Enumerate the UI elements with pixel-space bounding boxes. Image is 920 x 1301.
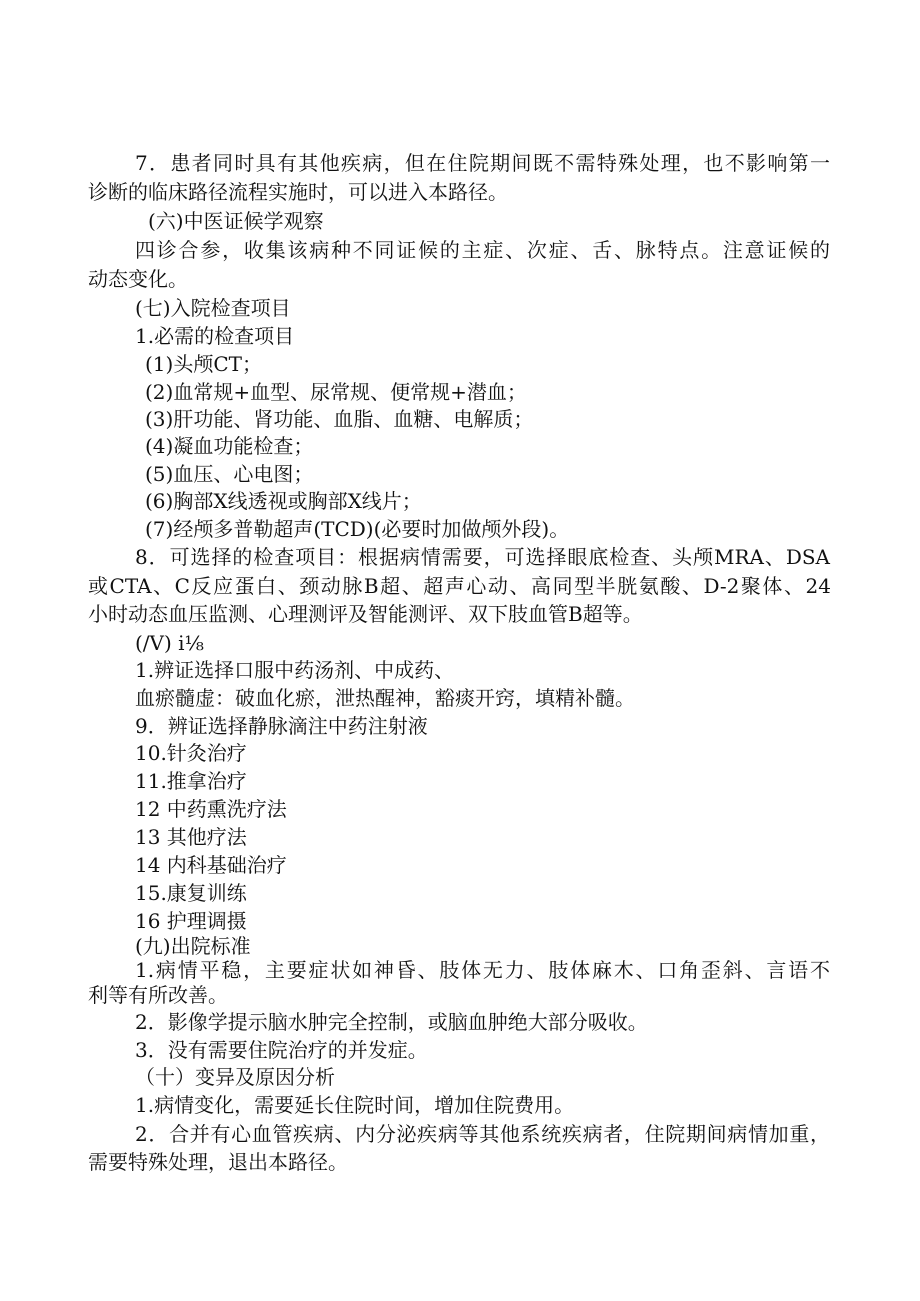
list-item: 1.病情变化，需要延长住院时间，增加住院费用。	[135, 1093, 575, 1117]
list-item: 14 内科基础治疗	[135, 853, 287, 877]
section-heading: (七)入院检查项目	[135, 296, 291, 320]
list-item: 13 其他疗法	[135, 825, 247, 849]
list-item: 10.针灸治疗	[135, 741, 247, 765]
text-line: 1.辨证选择口服中药汤剂、中成药、	[135, 658, 455, 682]
text-line: 四诊合参，收集该病种不同证候的主症、次症、舌、脉特点。注意证候的	[135, 238, 830, 262]
text-line: 7．患者同时具有其他疾病，但在住院期间既不需特殊处理，也不影响第一	[135, 151, 830, 175]
list-item: (6)胸部X线透视或胸部X线片；	[145, 489, 422, 513]
list-item: 16 护理调摄	[135, 909, 247, 933]
text-line: 诊断的临床路径流程实施时，可以进入本路径。	[88, 180, 508, 204]
list-item: 15.康复训练	[135, 881, 247, 905]
list-item: (1)头颅CT；	[145, 352, 262, 376]
section-heading: (/V) i⅛	[135, 631, 204, 655]
list-item: 11.推拿治疗	[135, 769, 247, 793]
section-heading: (九)出院标准	[135, 934, 251, 958]
list-item: (4)凝血功能检查；	[145, 434, 314, 458]
list-item: (3)肝功能、肾功能、血脂、血糖、电解质；	[145, 407, 534, 431]
text-line: 小时动态血压监测、心理测评及智能测评、双下肢血管B超等。	[88, 602, 643, 626]
text-line: 1.病情平稳，主要症状如神昏、肢体无力、肢体麻木、口角歪斜、言语不	[135, 958, 830, 982]
text-line: 需要特殊处理，退出本路径。	[88, 1150, 348, 1174]
text-line: 动态变化。	[88, 267, 188, 291]
text-line: 或CTA、C反应蛋白、颈动脉B超、超声心动、高同型半胱氨酸、D-2聚体、24	[88, 574, 831, 598]
list-item: (5)血压、心电图；	[145, 462, 314, 486]
list-item: (7)经颅多普勒超声(TCD)(必要时加做颅外段)。	[145, 517, 570, 541]
section-heading: （十）变异及原因分析	[135, 1065, 335, 1089]
text-line: 8．可选择的检查项目：根据病情需要，可选择眼底检查、头颅MRA、DSA	[135, 545, 830, 569]
list-item: 2．影像学提示脑水肿完全控制，或脑血肿绝大部分吸收。	[135, 1010, 648, 1034]
text-line: 血瘀髓虚：破血化瘀，泄热醒神，豁痰开窍，填精补髓。	[135, 686, 635, 710]
list-heading: 1.必需的检查项目	[135, 324, 295, 348]
text-line: 利等有所改善。	[88, 983, 228, 1007]
list-item: (2)血常规+血型、尿常规、便常规+潜血；	[145, 380, 527, 404]
list-item: 9．辨证选择静脉滴注中药注射液	[135, 714, 428, 738]
text-line: 2．合并有心血管疾病、内分泌疾病等其他系统疾病者，住院期间病情加重，	[135, 1122, 830, 1146]
section-heading: (六)中医证候学观察	[148, 209, 324, 233]
list-item: 3．没有需要住院治疗的并发症。	[135, 1038, 428, 1062]
list-item: 12 中药熏洗疗法	[135, 797, 287, 821]
